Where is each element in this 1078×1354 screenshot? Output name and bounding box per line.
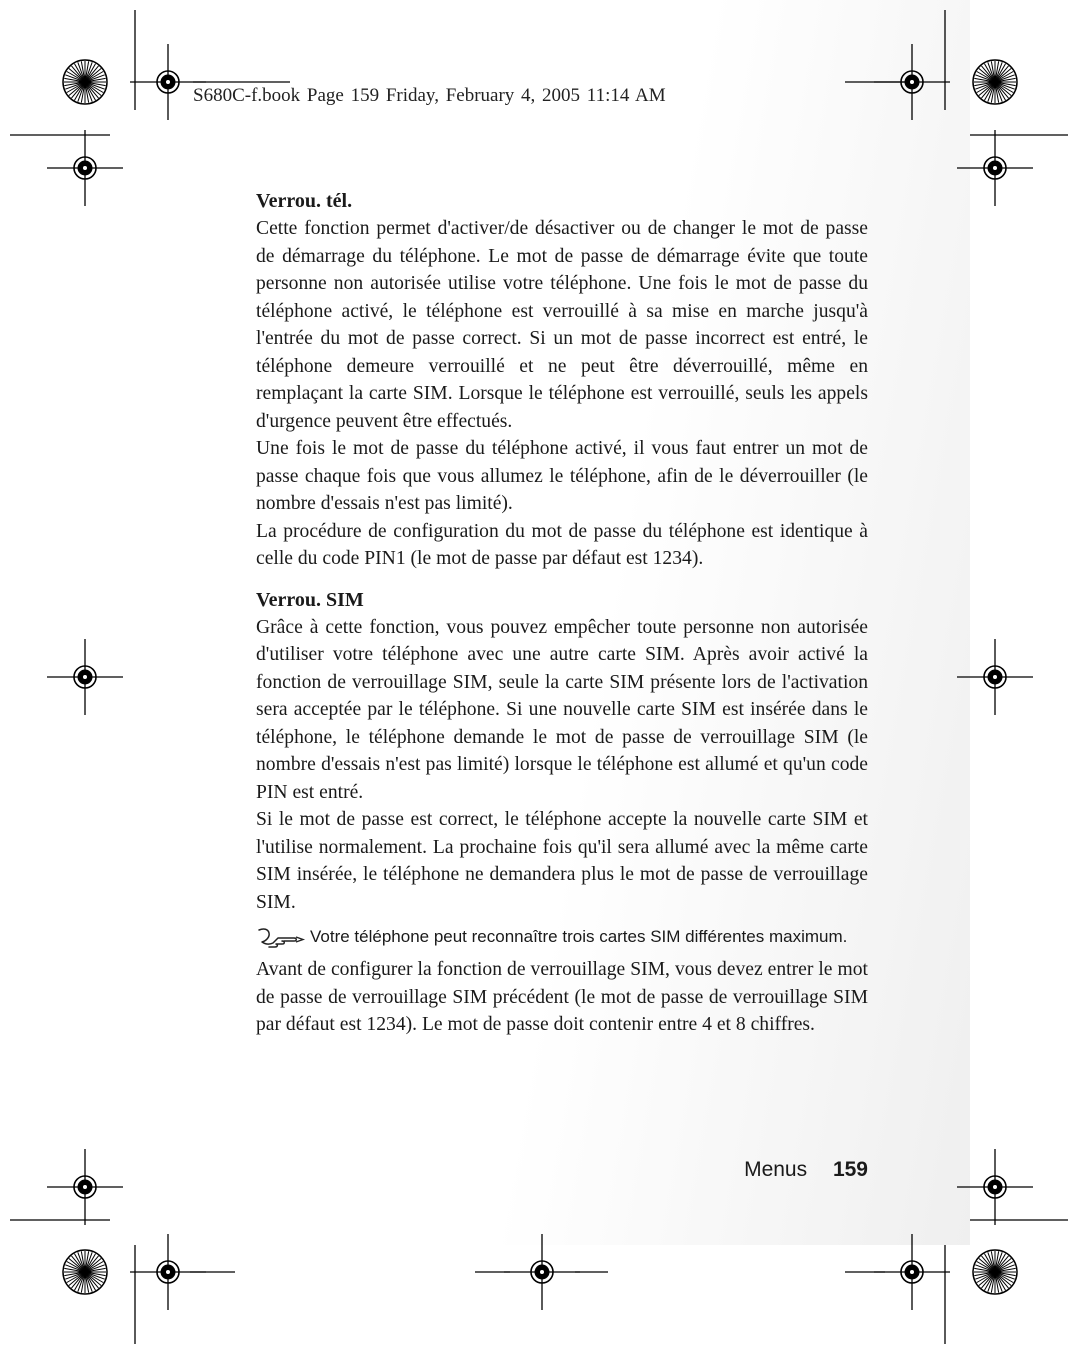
book-header: S680C-f.book Page 159 Friday, February 4, 2005 11:14 AM [193,85,666,106]
pointing-hand-icon [256,926,306,948]
section-heading-sim-lock: Verrou. SIM [256,588,364,611]
footer-section-name: Menus [744,1158,808,1181]
paragraph: Une fois le mot de passe du téléphone activé, il vous faut entrer un mot de passe chaque fois que vous allumez le téléphone, afin de le déverrouiller (le nombre d'essais n'est pas limité). [256,438,868,514]
paragraph: Grâce à cette fonction, vous pouvez empêcher toute personne non autorisée d'utiliser votre téléphone avec une autre carte SIM. Après avoir activé la fonction de verrouillage SIM, seule la carte SIM présente lors de l'activation sera acceptée par le téléphone. Si une nouvelle carte SIM est insérée dans le téléphone, le téléphone demande le mot de passe de verrouillage SIM (le nombre d'essais n'est pas limité) lorsque le téléphone est allumé et qu'un code PIN est entré. [256,616,868,803]
paragraph: Cette fonction permet d'activer/de désactiver ou de changer le mot de passe de démarrage du téléphone. Le mot de passe de démarrage évite que toute personne non autorisée utilise votre téléphone. Une fois le mot de passe du téléphone activé, le téléphone est verrouillé à sa mise en marche jusqu'à l'entrée du mot de passe correct. Si un mot de passe incorrect est entré, le téléphone demeure verrouillé et ne peut être déverrouillé, même en remplaçant la carte SIM. Lorsque le téléphone est verrouillé, seuls les appels d'urgence peuvent être effectués. [256,218,868,432]
note-box [256,926,868,948]
note-text: Votre téléphone peut reconnaître trois cartes SIM différentes maximum. [310,927,848,946]
section-heading-phone-lock: Verrou. tél. [256,190,353,212]
paragraph: Avant de configurer la fonction de verrouillage SIM, vous devez entrer le mot de passe de verrouillage SIM précédent (le mot de passe de verrouillage SIM par défaut est 1234). Le mot de passe doit contenir entre 4 et 8 chiffres. [256,959,868,1035]
page-footer [744,1158,868,1182]
page-number: 159 [832,1158,868,1181]
main-content [256,188,868,1039]
paragraph: La procédure de configuration du mot de passe du téléphone est identique à celle du code PIN1 (le mot de passe par défaut est 1234). [256,520,868,569]
paragraph: Si le mot de passe est correct, le téléphone accepte la nouvelle carte SIM et l'utilise normalement. La prochaine fois qu'il sera allumé avec la même carte SIM insérée, le téléphone ne demandera plus le mot de passe de verrouillage SIM. [256,809,868,913]
